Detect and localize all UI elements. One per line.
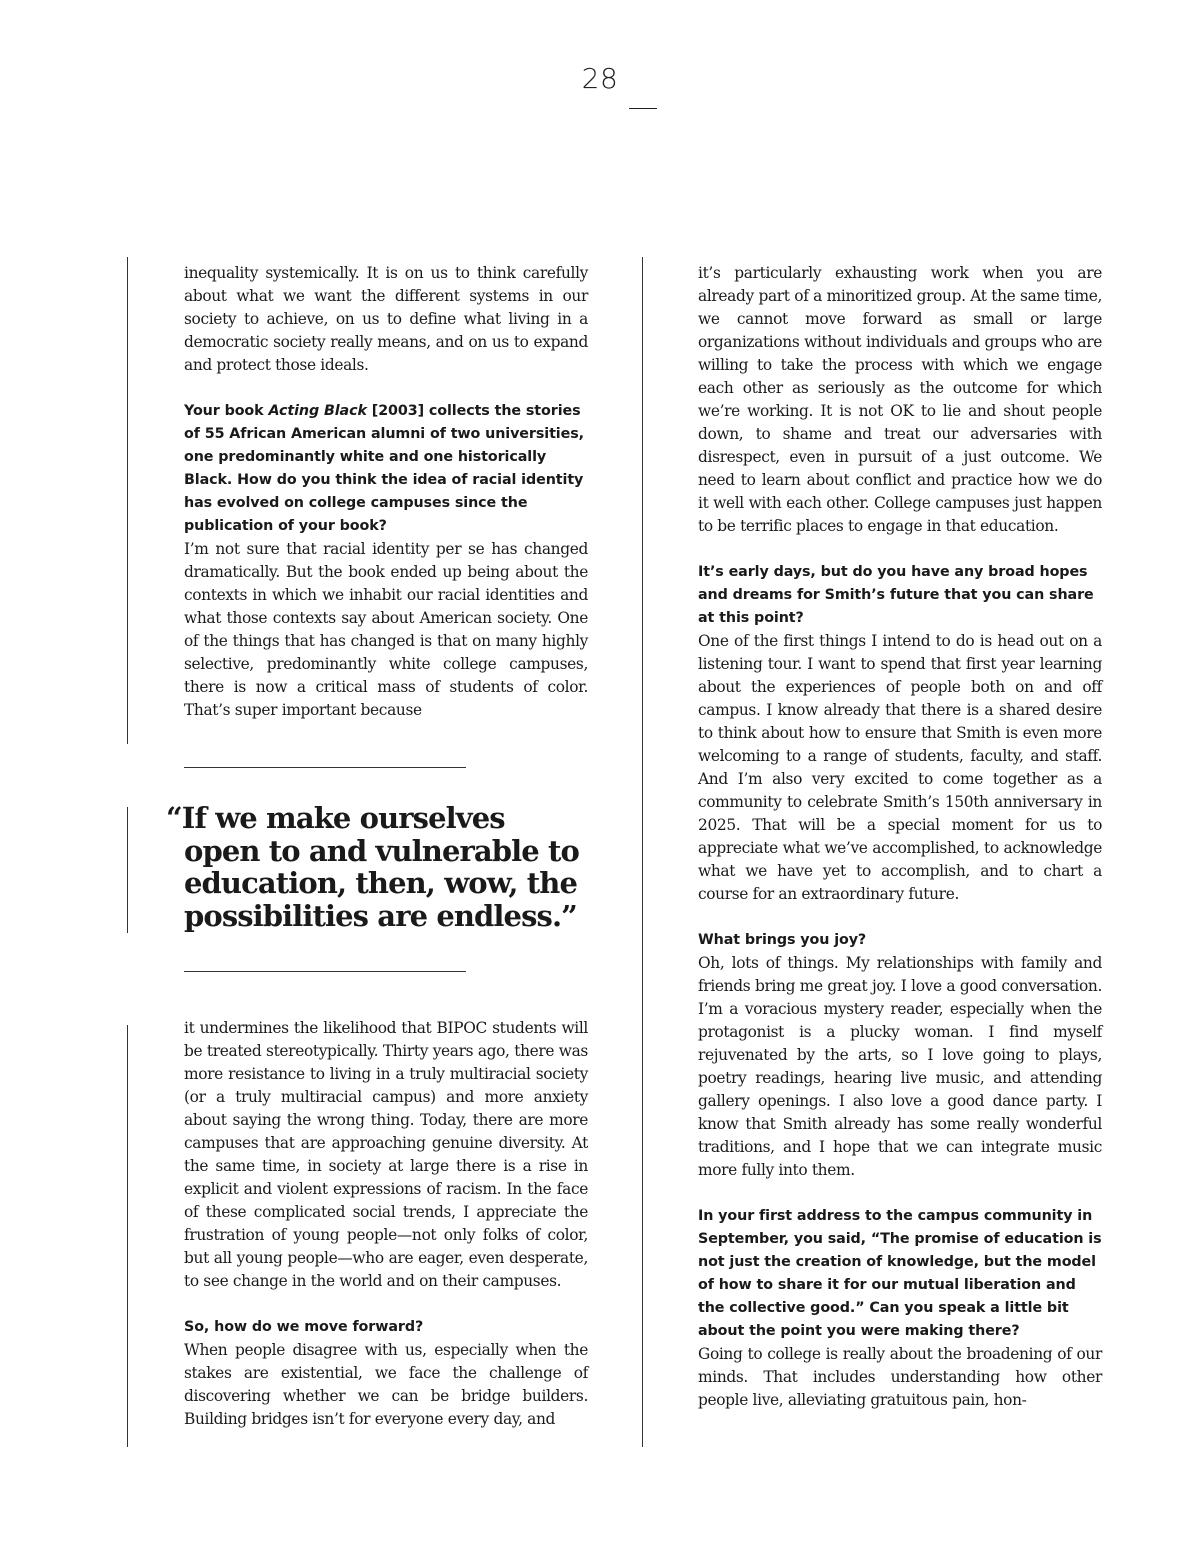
interview-question: In your first address to the campus community in September, you said, “The promise of education is not just the creation of knowledge, but the model of how to share it for our mutual liberation and the collective good.” Can you speak a little bit about the point you were making there? (698, 1208, 1102, 1339)
question-text: [2003] collects the stories of 55 African American alumni of two universities, one predominantly white and one historically Black. How do you think the idea of racial identity has evolved on college campuses since the publication of your book? (184, 403, 584, 534)
interview-question (184, 400, 588, 538)
paragraph: inequality systemically. It is on us to think carefully about what we want the different systems in our society to achieve, on us to define what living in a democratic society really means, and on us to expand and protect those ideals. (184, 264, 588, 374)
pull-quote-line: “If we make ourselves (166, 801, 505, 835)
question-text: Your book (184, 403, 269, 419)
paragraph: One of the first things I intend to do is head out on a listening tour. I want to spend that first year learning about the experiences of people both on and off campus. I know already that there is a shared desire to think about how to ensure that Smith is even more welcoming to a range of students, faculty, and staff. And I’m also very excited to come together as a community to celebrate Smith’s 150th anniversary in 2025. That will be a special moment for us to appreciate what we’ve accomplished, to acknowledge what we have yet to accomplish, and to chart a course for an extraordinary future. (698, 632, 1102, 903)
paragraph: it undermines the likelihood that BIPOC students will be treated stereotypically. Thirty years ago, there was more resistance to living in a truly multiracial society (or a truly multiracial campus) and more anxiety about saying the wrong thing. Today, there are more campuses that are approaching genuine diversity. At the same time, in society at large there is a rise in explicit and violent expressions of racism. In the face of these complicated social trends, I appreciate the frustration of young people—not only folks of color, but all young people—who are eager, even desperate, to see change in the world and on their campuses. (184, 1019, 588, 1290)
paragraph: Oh, lots of things. My relationships with family and friends bring me great joy. I love a good conversation. I’m a voracious mystery reader, especially when the protagonist is a plucky woman. I find myself rejuvenated by the arts, so I love going to plays, poetry readings, hearing live music, and attending gallery openings. I also love a good dance party. I know that Smith already has some really wonderful traditions, and I hope that we can integrate music more fully into them. (698, 954, 1102, 1179)
pull-quote-line: education, then, wow, the (184, 866, 578, 900)
page-number-underline (629, 108, 657, 109)
right-column-rule (642, 257, 643, 1447)
pull-quote-rule (127, 807, 128, 933)
paragraph: it’s particularly exhausting work when you are already part of a minoritized group. At the same time, we cannot move forward as small or large organizations without individuals and groups who are willing to take the process with which we engage each other as seriously as the outcome for which we’re working. It is not OK to lie and shout people down, to shame and treat our adversaries with disrespect, even in pursuit of a just outcome. We need to learn about conflict and practice how we do it well with each other. College campuses just happen to be terrific places to engage in that education. (698, 264, 1102, 535)
left-column-rule-bottom (127, 1025, 128, 1447)
interview-question: It’s early days, but do you have any broad hopes and dreams for Smith’s future that you can share at this point? (698, 564, 1094, 626)
page-number: 28 (581, 62, 619, 95)
pull-quote-line: open to and vulnerable to (184, 833, 579, 868)
pull-quote-line: possibilities are endless.” (184, 898, 577, 933)
interview-question: So, how do we move forward? (184, 1319, 424, 1335)
book-title: Acting Black (268, 403, 367, 419)
pull-quote-bottom-rule (184, 971, 466, 972)
pull-quote (166, 802, 596, 932)
paragraph: Going to college is really about the broadening of our minds. That includes understanding how other people live, alleviating gratuitous pain, hon- (698, 1345, 1102, 1409)
left-column-top (184, 262, 588, 722)
interview-question: What brings you joy? (698, 932, 867, 948)
right-column (698, 262, 1102, 1412)
paragraph: I’m not sure that racial identity per se has changed dramatically. But the book ended up being about the contexts in which we inhabit our racial identities and what those contexts say about American society. One of the things that has changed is that on many highly selective, predominantly white college campuses, there is now a critical mass of students of color. That’s super important because (184, 540, 588, 719)
paragraph: When people disagree with us, especially when the stakes are existential, we face the challenge of discovering whether we can be bridge builders. Building bridges isn’t for everyone every day, and (184, 1341, 588, 1428)
left-column-bottom (184, 1017, 588, 1431)
pull-quote-top-rule (184, 767, 466, 768)
left-column-rule-top (127, 257, 128, 744)
